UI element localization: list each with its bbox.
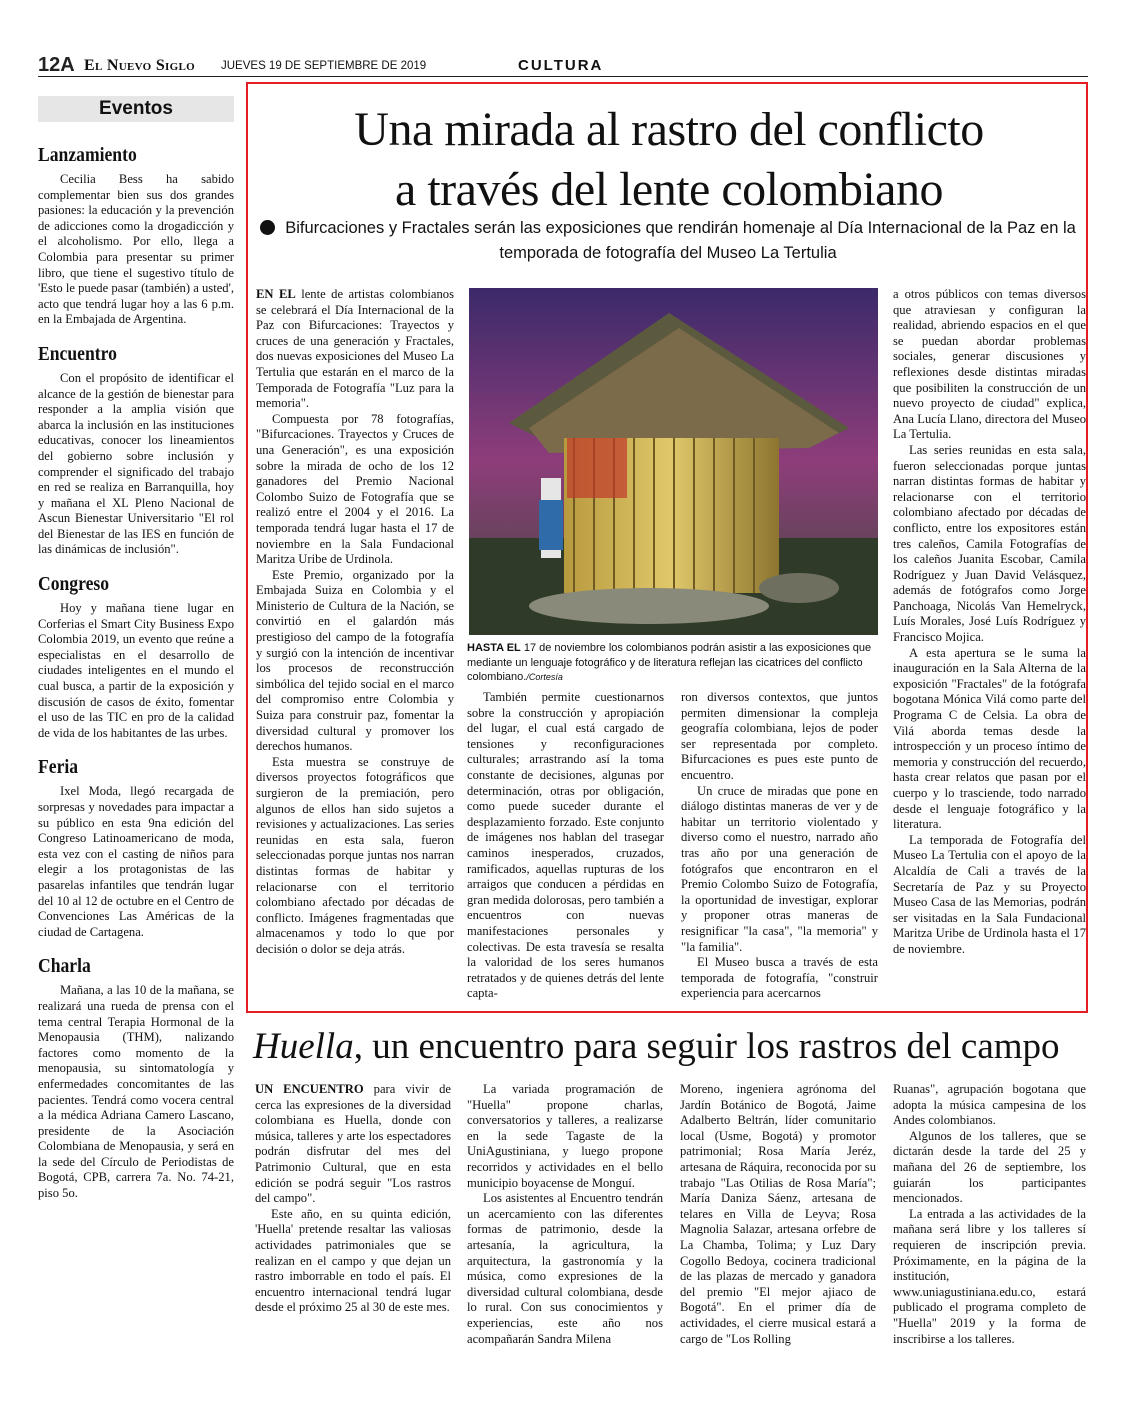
article-headline — [248, 100, 1090, 220]
bullet-icon — [260, 220, 275, 235]
paragraph: El Museo busca a través de esta temporada de fotografía, "construir experiencia para acercarnos — [681, 955, 878, 1001]
hut-photo-image — [469, 288, 878, 635]
events-sidebar — [38, 96, 234, 1202]
lead-in: EN EL — [256, 287, 296, 301]
event-body: Mañana, a las 10 de la mañana, se realizará una rueda de prensa con el tema central Terapia Hormonal de la Menopausia (THM), nalizando factores como momento de la menopausia, su sintomatología y enfermedades concomitantes de las pacientes. Tendrá como vocera central a la médica Adriana Camero Lascano, presidente de la Asociación Colombiana de Menopausia, y será en la sede del Círculo de Periodistas de Bogotá, CPB, carrera 7a. No. 74-21, piso 5o. — [38, 983, 234, 1201]
subhead-text: Bifurcaciones y Fractales serán las exposiciones que rendirán homenaje al Día Internacional de la Paz en la temporada de fotografía del Museo La Tertulia — [285, 219, 1076, 262]
featured-article — [246, 82, 1088, 1013]
headline-line-1: Una mirada al rastro del conflicto — [354, 103, 984, 156]
paragraph: Los asistentes al Encuentro tendrán un acercamiento con las diferentes formas de patrimonio, desde la artesanía, la agricultura, la arquitectura, la gastronomía y la música, como expresiones de la diversidad cultural colombiana, desde lo rural. Con sus conocimientos y experiencias, este año nos acompañarán Sandra Milena — [467, 1191, 663, 1346]
article-column-2 — [467, 690, 664, 1002]
event-body: Con el propósito de identificar el alcance de la gestión de bienestar para responder a la amplia visión que abarca la inclusión en las instituciones educativas, conocer los lineamientos del gobierno sobre inclusión y comprender el significado del trabajo en red se realiza en Barranquilla, hoy y mañana el XL Pleno Nacional de Ascun Bienestar Universitario "El rol del Bienestar de las IES en función de las dinámicas de inclusión". — [38, 370, 234, 557]
event-body: Hoy y mañana tiene lugar en Corferias el Smart City Business Expo Colombia 2019, un evento que reúne a especialistas en el desarrollo de ciudades inteligentes en el mundo el cual busca, a partir de la exposición y discusión de casos de éxito, fomentar el uso de las TIC en pro de la calidad de vida de los habitantes de las urbes. — [38, 601, 234, 740]
event-heading: Lanzamiento — [38, 144, 137, 166]
headline-rest: , un encuentro para seguir los rastros del campo — [353, 1026, 1060, 1067]
paragraph-text: lente de artistas colombianos se celebrará el Día Internacional de la Paz con Bifurcaciones: Trayectos y cruces de una generación y Fractales, dos nuevas exposiciones del Museo La Tertulia que estarán en el marco de la Temporada de Fotografía "Luz para la memoria". — [256, 287, 454, 411]
article-photo — [469, 288, 878, 635]
paragraph: La entrada a las actividades de la mañana será libre y los talleres sí requieren de inscripción previa. Próximamente, en la página de la institución, www.uniagustiniana.edu.co, estará publicado el programa completo de "Huella" 2019 y la forma de inscribirse a los talleres. — [893, 1206, 1086, 1346]
photo-credit: /Cortesía — [526, 672, 563, 682]
headline-italic: Huella — [253, 1026, 354, 1067]
caption-text: 17 de noviembre los colombianos podrán asistir a las exposiciones que mediante un lenguaje fotográfico y de literatura reflejan las cicatrices del conflicto colombiano. — [467, 642, 872, 683]
section-name: CULTURA — [518, 57, 604, 74]
masthead — [38, 56, 1088, 77]
caption-lead: HASTA EL — [467, 642, 521, 654]
event-heading: Congreso — [38, 573, 110, 596]
lead-in: UN ENCUENTRO — [255, 1082, 364, 1096]
paragraph: Las series reunidas en esta sala, fueron seleccionadas porque juntas narran distintas formas de habitar y relacionarse con el territorio colombiano afectado por décadas de conflicto, entre los expositores están tres caleños, Camila Fotografías de los caleños Juanita Escobar, Camila Rodríguez y Juan David Velásquez, además de fotógrafos como Jorge Panchoaga, Nicolás Van Hemelryck, Luís Morales, José Luís Rodríguez y Francisco Mojica. — [893, 442, 1086, 645]
article-subhead — [258, 216, 1078, 266]
paper-name: El Nuevo Siglo — [84, 57, 195, 74]
paragraph: Esta muestra se construye de diversos proyectos fotográficos que surgieron de la premiación, pero algunos de ellos han sido sujetos a revisiones y actualizaciones. Las series reunidas en esta sala, fueron seleccionadas porque juntas nos narran distintas formas de habitar y relacionarse con el territorio colombiano afectado por décadas de conflicto. Imágenes fragmentadas que almacenamos y todo lo que por decisión o dolor se deja atrás. — [256, 754, 454, 956]
paragraph: A esta apertura se le suma la inauguración en la Sala Alterna de la exposición "Fractales" de la fotógrafa bogotana Mónica Vilá como parte del Programa C de Celsia. La obra de Vilá aborda temas desde la introspección y un proceso íntimo de memoria y construcción del recuerdo, hasta crear relatos que pasan por el cuerpo y lo trasciende, todo narrado desde el lenguaje fotográfico y la literatura. — [893, 645, 1086, 832]
paragraph: La variada programación de "Huella" propone charlas, conversatorios y talleres, a realizarse en la sede Tagaste de la UniAgustiniana, y luego propone recorridos y actividades en el bello municipio boyacense de Monguí. — [467, 1082, 663, 1190]
page-number: 12A — [38, 54, 75, 76]
paragraph: Compuesta por 78 fotografías, "Bifurcaciones. Trayectos y Cruces de una Generación", es una exposición sobre la mirada de ocho de los 12 ganadores del Premio Nacional Colombo Suizo de Fotografía que se realizó entre el 2004 y el 2016. La temporada tendrá lugar hasta el 17 de noviembre en la Sala Fundacional Maritza Uribe de Urdinola. — [256, 411, 454, 567]
paragraph: Algunos de los talleres, que se dictarán desde la tarde del 25 y mañana del 26 de septiembre, los guiarán los participantes mencionados. — [893, 1128, 1086, 1206]
paragraph: a otros públicos con temas diversos que atraviesan y configuran la realidad, abriendo espacios en el que se puedan abordar problemas sociales, generar discusiones y reflexiones desde distintas miradas que posibiliten la construcción de un nuevo proyecto de ciudad" explica, Ana Lucía Llano, directora del Museo La Tertulia. — [893, 287, 1086, 442]
paragraph-text: para vivir de cerca las expresiones de la diversidad colombiana es Huella, donde con música, talleres y arte los espectadores podrán disfrutar del mes del Patrimonio Cultural, que en esta edición se podrá seguir "Los rastros del campo". — [255, 1082, 451, 1206]
event-body: Cecilia Bess ha sabido complementar bien sus dos grandes pasiones: la educación y la prevención de adicciones como la drogadicción y el alcoholismo. Por ello, llega a Colombia para presentar su primer libro, que tiene el sugestivo título de 'Esto le puede pasar (también) a usted', acto que tendrá lugar hoy a las 6 p.m. en la Embajada de Argentina. — [38, 172, 234, 327]
paragraph: Moreno, ingeniera agrónoma del Jardín Botánico de Bogotá, Jaime Adalberto Beltrán, líder comunitario local (Usme, Bogotá) y promotor patrimonial; Rosa María Jeréz, artesana de Ráquira, reconocida por su trabajo "Las Otilias de Rosa María"; María Daniza Sáenz, artesana de telares en Villa de Leyva; Rosa Magnolia Salazar, artesana orfebre de La Chamba, Tolima; y Luz Dary Cogollo Bedoya, cocinera tradicional de las plazas de mercado y ganadora del premio "El mejor ajiaco de Bogotá". En el primer día de actividades, el cierre musical estará a cargo de "Los Rolling — [680, 1082, 876, 1346]
event-heading: Charla — [38, 955, 91, 978]
headline-line-2: a través del lente colombiano — [395, 163, 943, 216]
second-article-headline — [253, 1024, 1088, 1070]
article-column-4 — [893, 287, 1086, 958]
second-column-1 — [255, 1082, 451, 1316]
paragraph: Este año, en su quinta edición, 'Huella' pretende resaltar las valiosas actividades patrimoniales que se realizan en el campo y que dejan un rastro imborrable en todo el país. El encuentro internacional tendrá lugar desde el próximo 25 al 30 de este mes. — [255, 1206, 451, 1315]
second-column-2 — [467, 1082, 663, 1347]
paragraph: También permite cuestionarnos sobre la construcción y apropiación del lugar, el cual está cargado de tensiones y reconfiguraciones culturales; arrastrando así la toma constante de decisiones, algunas por determinación, otras por obligación, como puede suceder durante el desplazamiento forzado. Este conjunto de imágenes nos hablan del trasegar caminos inesperados, cruzados, ramificados, aquellas rupturas de los arraigos que conducen a pérdidas en gran medida dolorosas, pero también a encuentros con nuevas manifestaciones personales y colectivas. De esta travesía se resalta la valoridad de los seres humanos retratados y de quienes detrás del lente capta- — [467, 690, 664, 1001]
paragraph — [255, 1082, 451, 1207]
paragraph: Un cruce de miradas que pone en diálogo distintas maneras de ver y de habitar un territorio violentado y diverso como el nuestro, narrado año tras año por una generación de fotógrafos que encontraron en el Premio Colombo Suizo de Fotografía, la oportunidad de investigar, explorar y proponer otras maneras de resignificar "la casa", "la memoria" y "la familia". — [681, 783, 878, 954]
event-body: Ixel Moda, llegó recargada de sorpresas y novedades para impactar a su público en esta 9na edición del Congreso Latinoamericano de moda, esta vez con el casting de niños para elegir a los protagonistas de las pasarelas infantiles que tendrán lugar del 10 al 12 de octubre en el Centro de Convenciones Las Américas de la ciudad de Cartagena. — [38, 784, 234, 939]
events-title: Eventos — [38, 96, 234, 122]
paragraph: Este Premio, organizado por la Embajada Suiza en Colombia y el Ministerio de Cultura de la Nación, se convirtió en el galardón más prestigioso del campo de la fotografía y surgió con la intención de incentivar los procesos de reconstrucción simbólica del tejido social en el marco del compromiso entre Colombia y Suiza para construir paz, fomentar la diversidad cultural y promover los derechos humanos. — [256, 567, 454, 754]
article-column-3 — [681, 690, 878, 1002]
event-heading: Feria — [38, 756, 79, 779]
photo-caption — [467, 641, 881, 685]
issue-date: JUEVES 19 DE SEPTIEMBRE DE 2019 — [221, 60, 427, 72]
second-column-4 — [893, 1082, 1086, 1347]
paragraph: Ruanas", agrupación bogotana que adopta la música campesina de los Andes colombianos. — [893, 1082, 1086, 1128]
paragraph: La temporada de Fotografía del Museo La Tertulia con el apoyo de la Alcaldía de Cali a través de la Secretaría de Paz y su Proyecto Museo Casa de las Memorias, podrán ser visitadas en la Sala Fundacional Maritza Uribe de Urdinola hasta el 17 de noviembre. — [893, 832, 1086, 956]
article-column-1 — [256, 287, 454, 958]
event-heading: Encuentro — [38, 342, 117, 365]
paragraph: ron diversos contextos, que juntos permiten dimensionar la compleja geografía colombiana, lejos de poder ser representada por completo. Bifurcaciones es pues este punto de encuentro. — [681, 690, 878, 782]
paragraph — [256, 287, 454, 412]
second-column-3 — [680, 1082, 876, 1347]
